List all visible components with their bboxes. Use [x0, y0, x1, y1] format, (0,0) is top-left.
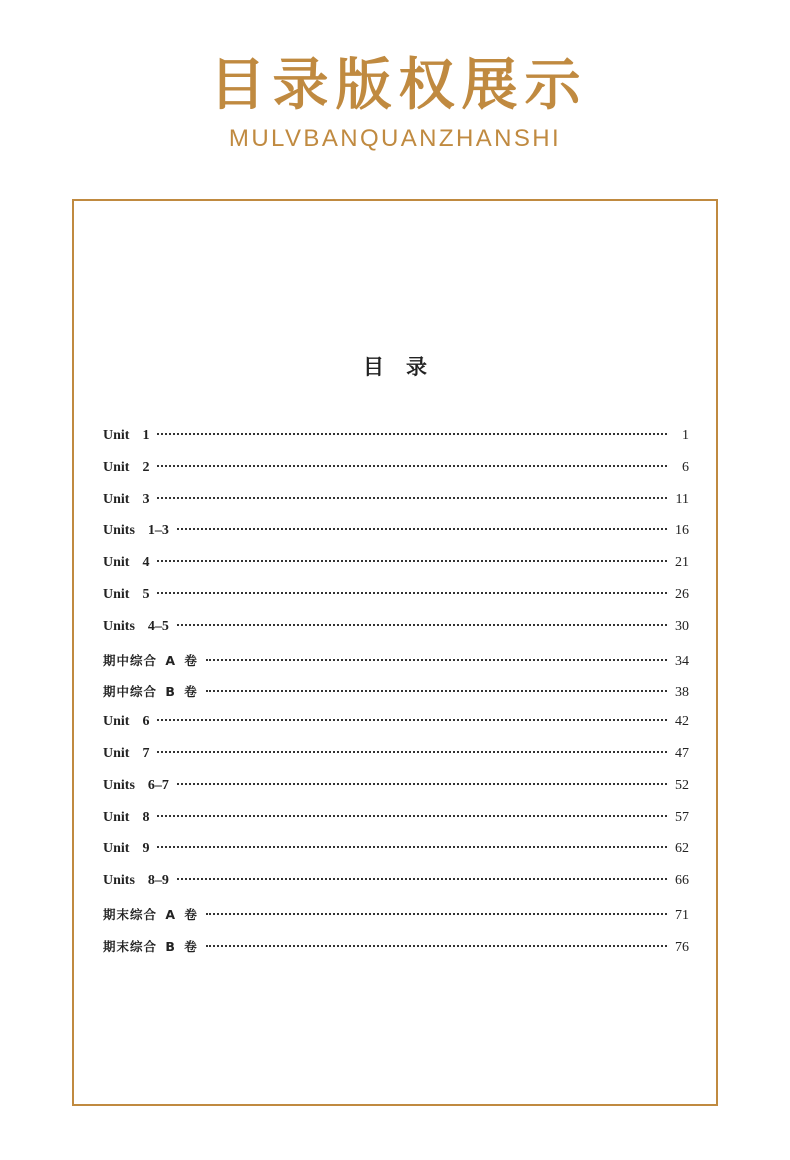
- toc-leader-dots: [157, 592, 667, 594]
- toc-leader-dots: [157, 815, 667, 817]
- toc-entry[interactable]: [103, 810, 689, 842]
- toc-entry-page: 62: [675, 841, 689, 857]
- toc-heading: [74, 351, 716, 381]
- page-header: [0, 48, 790, 154]
- toc-leader-dots: [157, 433, 667, 435]
- toc-entry-page: 34: [675, 653, 689, 669]
- toc-entry-label: 期末综合 A 卷: [103, 906, 198, 922]
- toc-entry-label: Unit 1: [103, 428, 150, 443]
- toc-entry-page: 47: [675, 745, 689, 761]
- toc-leader-dots: [177, 878, 667, 880]
- toc-entry-page: 16: [675, 523, 689, 539]
- toc-entry[interactable]: [103, 555, 689, 587]
- toc-entry-page: 71: [675, 907, 689, 923]
- toc-entry-page: 1: [682, 428, 689, 443]
- toc-entry[interactable]: [103, 428, 689, 460]
- toc-entry[interactable]: [103, 619, 689, 651]
- toc-leader-dots: [177, 528, 667, 530]
- toc-entry-label: Units 4–5: [103, 618, 169, 634]
- toc-entry[interactable]: [103, 714, 689, 746]
- toc-leader-dots: [206, 945, 667, 947]
- toc-leader-dots: [157, 751, 667, 753]
- toc-entry-page: 66: [675, 873, 689, 889]
- toc-leader-dots: [206, 690, 667, 692]
- toc-entry-label: Unit 4: [103, 555, 150, 571]
- toc-list: [103, 428, 689, 969]
- toc-entry-label: Unit 9: [103, 841, 150, 857]
- toc-leader-dots: [177, 783, 667, 785]
- toc-entry[interactable]: [103, 492, 689, 524]
- toc-entry[interactable]: [103, 778, 689, 810]
- toc-leader-dots: [157, 465, 667, 467]
- toc-entry-label: Units 1–3: [103, 523, 169, 539]
- toc-entry-label: Unit 3: [103, 491, 150, 507]
- toc-leader-dots: [177, 624, 667, 626]
- toc-entry-page: 76: [675, 939, 689, 955]
- toc-entry-label: Unit 5: [103, 586, 150, 602]
- toc-entry[interactable]: [103, 937, 689, 969]
- page-title: 目录版权展示: [209, 53, 588, 118]
- toc-entry-page: 26: [675, 586, 689, 602]
- toc-entry[interactable]: [103, 523, 689, 555]
- toc-entry[interactable]: [103, 746, 689, 778]
- toc-entry[interactable]: [103, 682, 689, 714]
- toc-entry[interactable]: [103, 651, 689, 683]
- toc-entry-label: 期中综合 B 卷: [103, 684, 198, 700]
- toc-entry-page: 52: [675, 777, 689, 793]
- toc-entry[interactable]: [103, 905, 689, 937]
- toc-entry-page: 11: [675, 491, 689, 507]
- toc-entry-label: 期末综合 B 卷: [103, 938, 198, 954]
- toc-entry-page: 42: [675, 714, 689, 730]
- toc-entry[interactable]: [103, 460, 689, 492]
- toc-entry[interactable]: [103, 841, 689, 873]
- toc-entry-label: 期中综合 A 卷: [103, 652, 198, 668]
- toc-entry-page: 57: [675, 809, 689, 825]
- toc-entry-page: 38: [675, 685, 689, 701]
- toc-entry[interactable]: [103, 587, 689, 619]
- toc-entry-label: Units 6–7: [103, 777, 169, 793]
- toc-leader-dots: [206, 659, 667, 661]
- toc-leader-dots: [157, 560, 667, 562]
- toc-entry-page: 21: [675, 555, 689, 571]
- toc-heading-char: 录: [406, 354, 427, 379]
- toc-entry-label: Unit 7: [103, 745, 150, 761]
- toc-entry-page: 6: [682, 459, 689, 475]
- toc-entry-page: 30: [675, 618, 689, 634]
- toc-leader-dots: [157, 719, 667, 721]
- toc-leader-dots: [157, 497, 667, 499]
- toc-entry-label: Unit 6: [103, 714, 150, 730]
- toc-heading-char: 目: [363, 354, 384, 379]
- document-frame: [72, 199, 718, 1106]
- page-subtitle: MULVBANQUANZHANSHI: [228, 125, 562, 152]
- toc-entry-label: Unit 8: [103, 809, 150, 825]
- toc-leader-dots: [206, 913, 667, 915]
- toc-leader-dots: [157, 846, 667, 848]
- toc-entry-label: Units 8–9: [103, 873, 169, 889]
- toc-entry[interactable]: [103, 873, 689, 905]
- toc-entry-label: Unit 2: [103, 459, 150, 475]
